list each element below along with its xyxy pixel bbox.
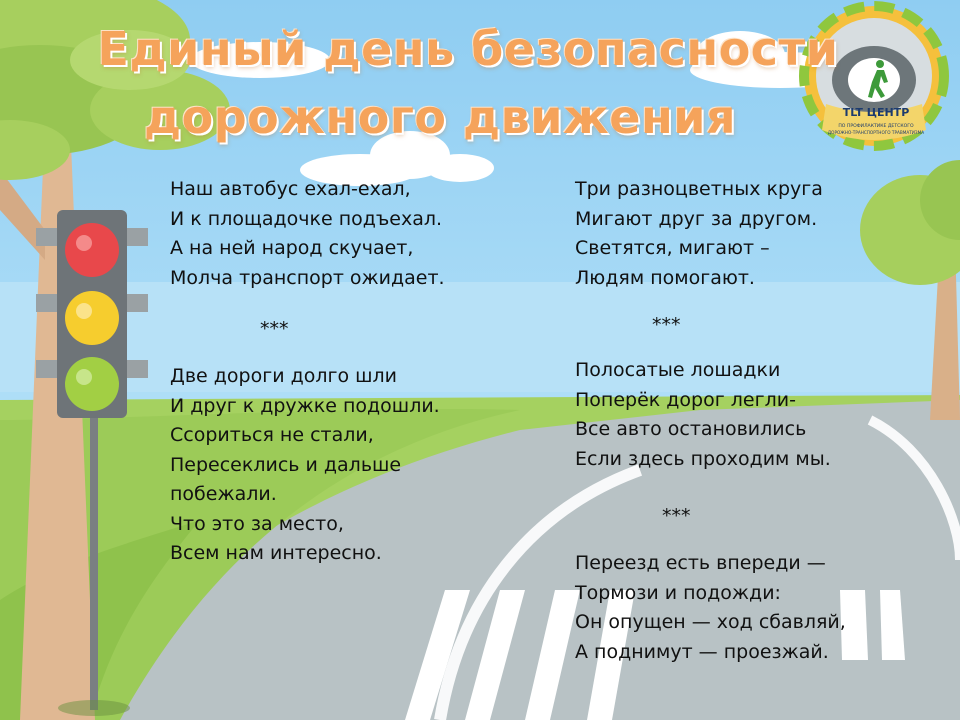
- poem-block: [575, 549, 846, 667]
- poem-line: Пересеклись и дальше: [170, 453, 402, 476]
- poem-line: И к площадочке подъехал.: [170, 207, 443, 230]
- poem-line: Переезд есть впереди —: [575, 552, 826, 574]
- poem-line: Людям помогают.: [575, 266, 755, 289]
- poem-line: Мигают друг за другом.: [575, 207, 818, 230]
- poem-line: Поперёк дорог легли-: [575, 388, 796, 411]
- poem-block: [575, 175, 823, 293]
- poem-line: Ссориться не стали,: [170, 424, 374, 446]
- poem-separator: ***: [652, 314, 681, 336]
- poem-block: [170, 362, 440, 569]
- poem-line: побежали.: [170, 483, 277, 505]
- poem-line: Все авто остановились: [575, 418, 807, 440]
- poem-separator: ***: [662, 505, 691, 527]
- page-title: дорожного движения: [143, 90, 737, 144]
- poem-block: [575, 356, 831, 474]
- page-title: Единый день безопасности: [97, 22, 839, 76]
- logo-name: TLT ЦЕНТР: [842, 106, 910, 119]
- poem-line: А поднимут — проезжай.: [575, 640, 829, 663]
- logo-caption: ПО ПРОФИЛАКТИКЕ ДЕТСКОГО: [838, 124, 914, 129]
- poem-line: Он опущен — ход сбавляй,: [575, 611, 846, 633]
- poem-line: А на ней народ скучает,: [170, 237, 414, 259]
- poem-line: Две дороги долго шли: [170, 365, 398, 387]
- yellow-light: [65, 291, 119, 345]
- logo-caption: ДОРОЖНО-ТРАНСПОРТНОГО ТРАВМАТИЗМА: [827, 130, 925, 135]
- poem-line: Полосатые лошадки: [575, 359, 781, 381]
- poem-line: Если здесь проходим мы.: [575, 447, 831, 470]
- poem-line: Всем нам интересно.: [170, 542, 382, 564]
- poem-line: Молча транспорт ожидает.: [170, 266, 445, 289]
- poem-separator: ***: [260, 318, 289, 340]
- green-light: [65, 357, 119, 411]
- poem-line: И друг к дружке подошли.: [170, 394, 440, 417]
- poem-line: Светятся, мигают –: [575, 237, 770, 259]
- poem-line: Тормози и подожди:: [575, 581, 781, 604]
- poem-line: Наш автобус ехал-ехал,: [170, 178, 411, 200]
- poem-line: Три разноцветных круга: [575, 178, 823, 200]
- poem-block: [170, 175, 445, 293]
- red-light: [65, 223, 119, 277]
- poem-line: Что это за место,: [170, 512, 344, 535]
